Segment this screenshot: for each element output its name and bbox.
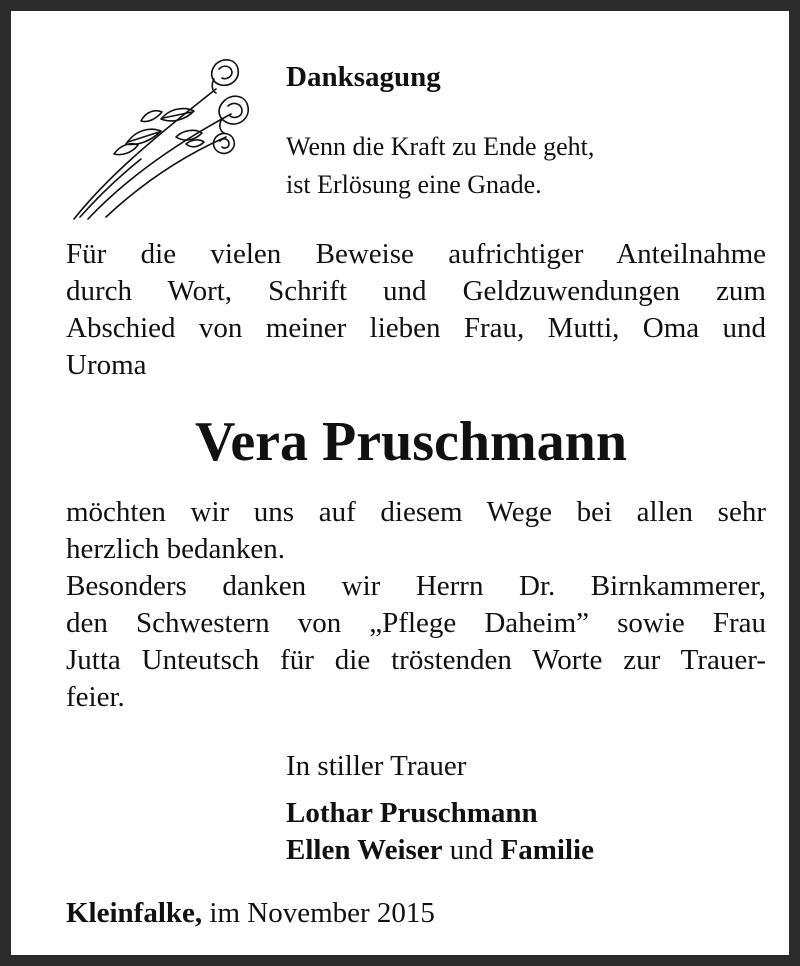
deceased-name: Vera Pruschmann <box>195 411 627 473</box>
paragraph-line: feier. <box>66 681 125 713</box>
place-date <box>66 895 435 931</box>
date-text: im November 2015 <box>209 897 435 929</box>
quote <box>286 128 594 204</box>
signatory-name: Ellen Weiser <box>286 834 443 866</box>
signatory-family <box>286 832 594 868</box>
paragraph-line: Abschied von meiner lieben Frau, Mutti, Oma und <box>66 312 766 344</box>
gratitude-paragraph <box>66 494 766 716</box>
signatory-name: Lothar Pruschmann <box>286 797 538 829</box>
paragraph-line: Jutta Unteutsch für die tröstenden Worte zur Trauer- <box>66 644 766 676</box>
rose-bouquet-icon <box>66 49 256 224</box>
paragraph-line: Uroma <box>66 349 147 381</box>
mourning-intro: In stiller Trauer <box>286 750 467 782</box>
quote-line: Wenn die Kraft zu Ende geht, <box>286 132 595 161</box>
paragraph-line: durch Wort, Schrift und Geldzuwendungen zum <box>66 275 766 307</box>
paragraph-line: Besonders danken wir Herrn Dr. Birnkammerer, <box>66 570 766 602</box>
place-name: Kleinfalke, <box>66 897 203 929</box>
paragraph-line: den Schwestern von „Pflege Daheim” sowie Frau <box>66 607 766 639</box>
connector-text: und <box>449 834 494 866</box>
heading: Danksagung <box>286 61 441 93</box>
family-label: Familie <box>500 834 594 866</box>
quote-line: ist Erlösung eine Gnade. <box>286 170 542 199</box>
paragraph-line: möchten wir uns auf diesem Wege bei allen sehr <box>66 496 766 528</box>
paragraph-line: Für die vielen Beweise aufrichtiger Anteilnahme <box>66 238 766 270</box>
thanks-paragraph <box>66 236 766 384</box>
paragraph-line: herzlich bedanken. <box>66 533 286 565</box>
